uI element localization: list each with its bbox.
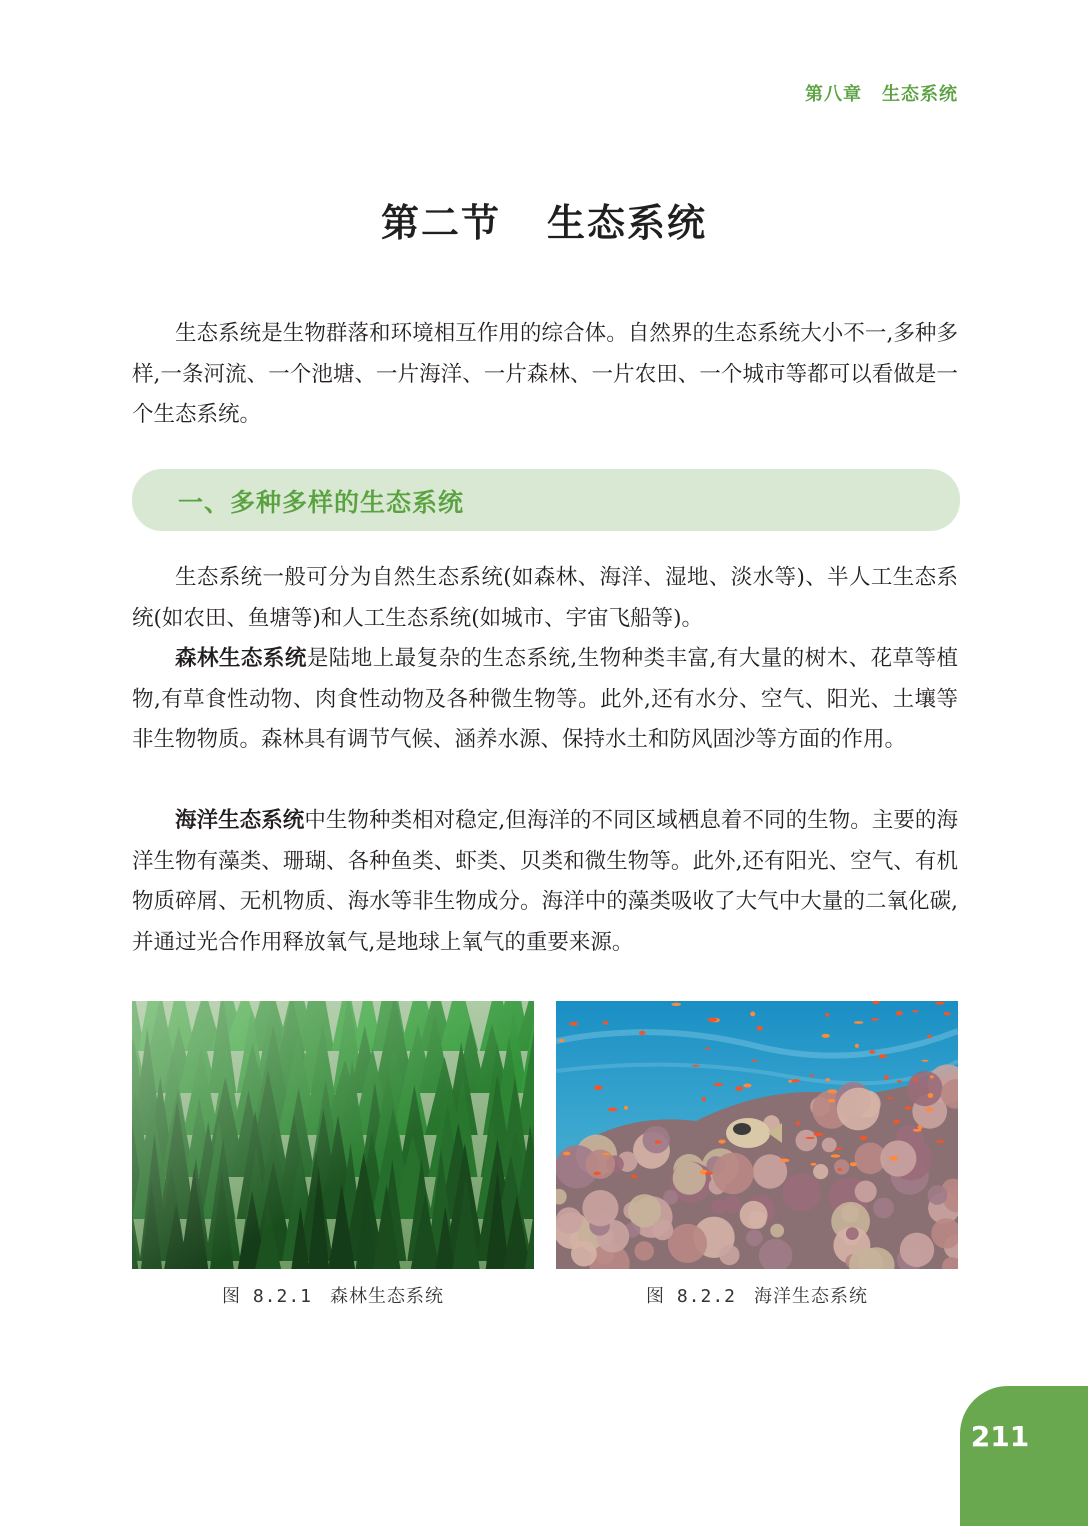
- fish-shape: [935, 1002, 945, 1005]
- fish-shape: [702, 1097, 706, 1101]
- fish-shape: [810, 1075, 815, 1077]
- fish-shape: [757, 1026, 763, 1031]
- fish-shape: [707, 1018, 717, 1022]
- fish-shape: [671, 1003, 681, 1006]
- fish-shape: [827, 1089, 837, 1093]
- section-name: 生态系统: [547, 201, 708, 245]
- fish-shape: [718, 1140, 725, 1144]
- coral-shape: [668, 1224, 707, 1263]
- coral-shape: [634, 1241, 654, 1261]
- fish-shape: [860, 1136, 867, 1141]
- fish-shape: [822, 1034, 830, 1038]
- figure-title-1: 森林生态系统: [330, 1286, 445, 1307]
- figure-number-2: 图 8.2.2: [645, 1286, 737, 1307]
- fish-shape: [608, 1108, 618, 1112]
- fish-shape: [835, 1148, 842, 1150]
- fish-shape: [814, 1132, 824, 1136]
- intro-paragraph: 生态系统是生物群落和环境相互作用的综合体。自然界的生态系统大小不一,多种多样,一条河流、一个池塘、一片海洋、一片森林、一片农田、一个城市等都可以看做是一个生态系统。: [132, 321, 958, 427]
- coral-shape: [746, 1230, 763, 1247]
- coral-shape: [813, 1164, 828, 1179]
- coral-shape: [673, 1162, 706, 1195]
- forest-term: 森林生态系统: [175, 646, 307, 671]
- coral-shape: [711, 1199, 726, 1214]
- fish-shape: [828, 1099, 836, 1103]
- fish-shape: [752, 1060, 757, 1062]
- coral-reef-illustration: [556, 1001, 958, 1269]
- coral-shape: [582, 1190, 618, 1226]
- figure-number-1: 图 8.2.1: [221, 1286, 313, 1307]
- coral-shape: [556, 1207, 582, 1233]
- coral-shape: [712, 1153, 754, 1195]
- fish-shape: [912, 1010, 919, 1012]
- fish-shape: [918, 1125, 923, 1129]
- page-title: [0, 192, 1088, 247]
- figure-caption-2: [556, 1282, 958, 1308]
- ocean-text: 中生物种类相对稳定,但海洋的不同区域栖息着不同的生物。主要的海洋生物有藻类、珊瑚、各种鱼类、虾类、贝类和微生物等。此外,还有阳光、空气、有机物质碎屑、无机物质、海水等非生物成分。海洋中的藻类吸收了大气中大量的二氧化碳,并通过光合作用释放氧气,是地球上氧气的重要来源。: [132, 808, 958, 955]
- coral-shape: [652, 1219, 673, 1240]
- coral-shape: [719, 1245, 739, 1265]
- coral-shape: [928, 1185, 948, 1205]
- fish-shape: [871, 1018, 879, 1021]
- coral-shape: [880, 1140, 916, 1176]
- fish-shape: [631, 1175, 638, 1178]
- fish-shape: [780, 1159, 790, 1163]
- fish-shape: [905, 1106, 911, 1110]
- fish-shape: [569, 1022, 578, 1026]
- running-header: [0, 80, 958, 106]
- fish-shape: [921, 1060, 928, 1062]
- fish-shape: [825, 1078, 830, 1081]
- fish-shape: [594, 1085, 603, 1090]
- ocean-term: 海洋生态系统: [175, 808, 305, 833]
- fish-shape: [750, 1012, 755, 1017]
- forest-illustration: [132, 1001, 534, 1269]
- fish-shape: [850, 1162, 857, 1166]
- fish-shape: [559, 1039, 565, 1042]
- forest-text: 是陆地上最复杂的生态系统,生物种类丰富,有大量的树木、花草等植物,有草食性动物、肉食性动物及各种微生物等。此外,还有水分、空气、阳光、土壤等非生物物质。森林具有调节气候、涵养水源、保持水土和防风固沙等方面的作用。: [132, 646, 958, 752]
- coral-shape: [822, 1138, 837, 1153]
- fish-shape: [869, 1050, 875, 1053]
- fish-shape: [811, 1163, 817, 1166]
- coral-shape: [796, 1130, 818, 1152]
- fish-shape: [936, 1140, 945, 1143]
- chapter-title: 生态系统: [882, 84, 958, 105]
- fish-shape: [593, 1172, 601, 1176]
- fish-shape: [743, 1084, 751, 1088]
- coral-shape: [740, 1201, 768, 1229]
- section-heading: 一、多种多样的生态系统: [178, 488, 465, 517]
- coral-shape: [907, 1071, 942, 1106]
- coral-shape: [770, 1224, 784, 1238]
- fish-shape: [854, 1021, 864, 1024]
- coral-shape: [837, 1088, 880, 1131]
- coral-shape: [643, 1126, 670, 1153]
- coral-shape: [783, 1173, 821, 1211]
- coral-shape: [873, 1198, 894, 1219]
- fish-shape: [692, 1065, 700, 1067]
- fish-shape: [791, 1079, 800, 1082]
- fish-shape: [838, 1168, 842, 1171]
- fish-shape: [705, 1172, 713, 1175]
- fish-shape: [831, 1154, 841, 1157]
- fish-shape: [735, 1086, 743, 1091]
- figure-caption-1: [132, 1282, 534, 1308]
- fish-shape: [894, 1119, 900, 1124]
- fish-shape: [913, 1129, 922, 1132]
- fish-shape: [944, 1012, 951, 1016]
- fish-shape: [925, 1108, 933, 1112]
- fish-shape: [714, 1083, 723, 1086]
- coral-shape: [846, 1227, 859, 1240]
- section-heading-bar: [132, 469, 960, 531]
- fish-shape: [796, 1121, 800, 1125]
- fish-shape: [897, 1080, 902, 1082]
- fish-shape: [890, 1156, 898, 1161]
- fish-shape: [930, 1075, 934, 1078]
- fish-shape: [705, 1047, 710, 1049]
- fish-shape: [896, 1011, 903, 1016]
- fish-shape: [887, 1097, 894, 1099]
- classification-paragraph: 生态系统一般可分为自然生态系统(如森林、海洋、湿地、淡水等)、半人工生态系统(如农田、鱼塘等)和人工生态系统(如城市、宇宙飞船等)。: [132, 565, 958, 631]
- fish-shape: [913, 1078, 919, 1081]
- coral-shape: [571, 1241, 597, 1267]
- figure-title-2: 海洋生态系统: [754, 1286, 869, 1307]
- fish-shape: [825, 1013, 829, 1017]
- ocean-paragraph: [132, 801, 958, 963]
- fish-shape: [639, 1031, 645, 1035]
- page-number-tab: [960, 1386, 1088, 1526]
- fish-shape: [884, 1075, 889, 1080]
- fish-shape: [927, 1035, 932, 1038]
- coral-shape: [855, 1181, 877, 1203]
- chapter-number: 第八章: [805, 84, 862, 105]
- section-number: 第二节: [380, 201, 501, 245]
- page-number: 211: [970, 1420, 1030, 1453]
- fish-shape: [624, 1106, 628, 1110]
- forest-paragraph: [132, 639, 958, 761]
- fish-shape: [655, 1140, 662, 1144]
- fish-shape: [805, 1137, 815, 1139]
- fish-shape: [563, 1152, 570, 1156]
- coral-shape: [834, 1159, 849, 1174]
- ocean-photo: [556, 1001, 958, 1269]
- forest-photo: [132, 1001, 534, 1269]
- fish-shape: [928, 1093, 934, 1098]
- coral-shape: [900, 1233, 934, 1267]
- fish-shape: [602, 1153, 611, 1155]
- fish-shape: [879, 1054, 887, 1058]
- fish-shape: [603, 1021, 609, 1025]
- fish-shape: [855, 1044, 859, 1048]
